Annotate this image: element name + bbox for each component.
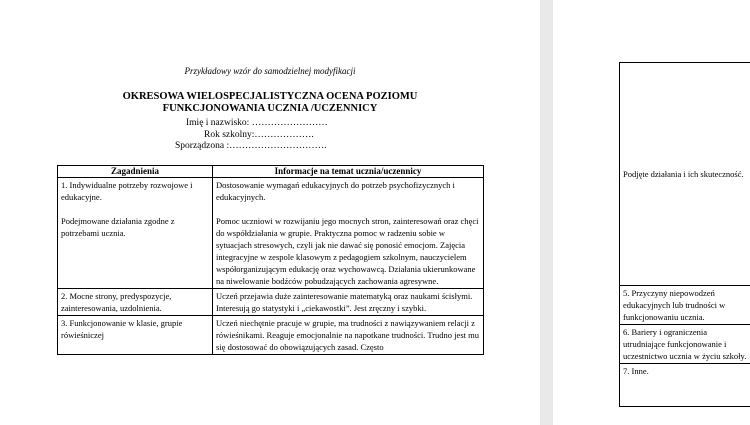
topic-needs: 1. Indywidualne potrzeby rozwojowe i edukacyjne.	[61, 180, 193, 202]
info-support: Pomoc uczniowi w rozwijaniu jego mocnych stron, zainteresowań oraz chęci do współdziałania w grupie. Praktyczna pomoc w radzeniu sobie w sytuacjach stresowych, czyli jak nie dawać się ponosić emocjom. Zajęcia integracyjne w zespole klasowym z pedagogiem szkolnym, nauczycielem współorganizującym edukację oraz wychowawcą. Działania ukierunkowane na niwelowanie bodźców pobudzających zachowania agresywne.	[216, 216, 479, 286]
table-row	[620, 63, 750, 286]
table-row	[58, 289, 484, 316]
table-header-row	[58, 166, 484, 178]
document-page-2	[553, 0, 750, 425]
assessment-table	[57, 165, 484, 355]
topic-cell: Podjęte działania i ich skuteczność.	[620, 63, 750, 286]
topic-cell: 6. Bariery i ograniczenia utrudniające funkcjonowanie i uczestnictwo ucznia w życiu szkoły.	[620, 325, 750, 364]
document-title	[0, 91, 540, 114]
info-adjustments: Dostosowanie wymagań edukacyjnych do potrzeb psychofizycznych i edukacyjnych.	[216, 180, 455, 202]
table-row	[620, 364, 750, 407]
title-line-1: OKRESOWA WIELOSPECJALISTYCZNA OCENA POZIOMU	[122, 91, 418, 102]
topic-cell: 7. Inne.	[620, 364, 750, 407]
column-header-topics: Zagadnienia	[58, 166, 213, 178]
header-note: Przykładowy wzór do samodzielnej modyfikacji	[184, 66, 356, 76]
topic-cell: 3. Funkcjonowanie w klasie, grupie rówieśniczej	[58, 316, 213, 355]
title-line-2: FUNKCJONOWANIA UCZNIA /UCZENNICY	[162, 102, 378, 114]
topic-cell	[58, 178, 213, 289]
table-row	[58, 316, 484, 355]
table-row	[58, 178, 484, 289]
info-cell: Uczeń niechętnie pracuje w grupie, ma trudności z nawiązywaniem relacji z rówieśnikami. Reaguje emocjonalnie na napotkane trudności. Trudno jest mu się dostosować do obowiązujących zasad. Często	[213, 316, 484, 355]
topic-cell: 5. Przyczyny niepowodzeń edukacyjnych lub trudności w funkcjonowaniu ucznia.	[620, 286, 750, 325]
prepared-date-field: Sporządzona :………………………….	[175, 141, 327, 151]
info-cell: Uczeń przejawia duże zainteresowanie matematyką oraz naukami ścisłymi. Interesują go statystyki i „ciekawostki”. Jest zręczny i szybki.	[213, 289, 484, 316]
student-name-field: Imię i nazwisko: ……………………	[186, 118, 328, 128]
continuation-table	[619, 62, 750, 407]
topic-cell: 2. Mocne strony, predyspozycje, zainteresowania, uzdolnienia.	[58, 289, 213, 316]
topic-actions: Podejmowane działania zgodne z potrzebami ucznia.	[61, 216, 175, 238]
info-cell	[213, 178, 484, 289]
column-header-info: Informacje na temat ucznia/uczennicy	[213, 166, 484, 178]
table-row	[620, 325, 750, 364]
school-year-field: Rok szkolny:……………….	[204, 130, 314, 140]
table-row	[620, 286, 750, 325]
